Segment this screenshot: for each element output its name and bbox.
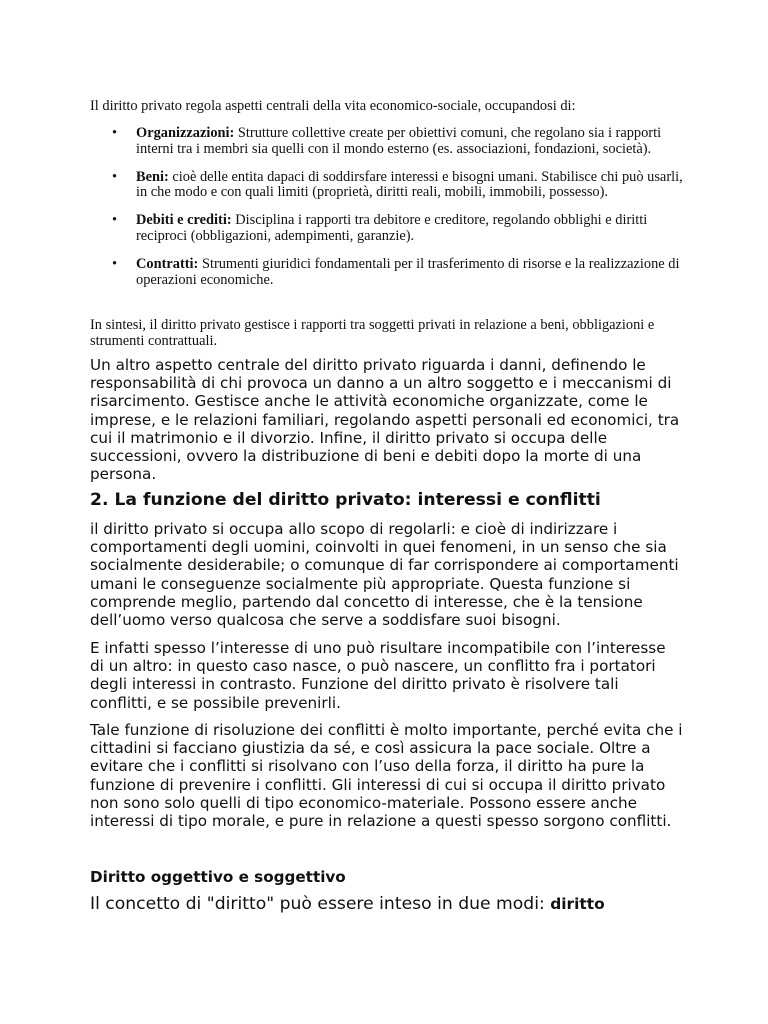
bullet-icon: •	[112, 168, 118, 185]
list-item-text: cioè delle entita dapaci di soddirsfare interessi e bisogni umani. Stabilisce chi può usarli, in che modo e con quali limiti (proprietà, diritti reali, mobili, immobili, possesso).	[136, 168, 683, 201]
list-item-term: Organizzazioni:	[136, 125, 235, 141]
concept-text-regular: Il concetto di "diritto" può essere inteso in due modi:	[90, 894, 551, 914]
subsection-heading: Diritto oggettivo e soggettivo	[90, 868, 346, 886]
topics-list	[90, 126, 690, 300]
paragraph-conflitto: E infatti spesso l’interesse di uno può risultare incompatibile con l’interesse di un altro: in questo caso nasce, o può nascere, un conflitto fra i portatori degli interessi in contrasto. Funzione del diritto privato è risolvere tali conflitti, e se possibile prevenirli.	[90, 639, 666, 712]
list-item	[90, 170, 690, 202]
paragraph-risoluzione: Tale funzione di risoluzione dei conflitti è molto importante, perché evita che i cittadini si facciano giustizia da sé, e così assicura la pace sociale. Oltre a evitare che i conflitti si risolvano con l’uso della forza, il diritto ha pure la funzione di prevenire i conflitti. Gli interessi di cui si occupa il diritto privato non sono solo quelli di tipo economico-materiale. Possono essere anche interessi di tipo morale, e pure in relazione a questi spesso sorgono conflitti.	[90, 721, 683, 831]
intro-text: Il diritto privato regola aspetti centrali della vita economico-sociale, occupandosi di:	[90, 98, 576, 114]
concept-text	[90, 893, 710, 915]
list-item-term: Beni:	[136, 168, 169, 185]
list-item	[90, 213, 690, 245]
list-item-term: Debiti e crediti:	[136, 212, 232, 229]
bullet-icon: •	[112, 255, 118, 272]
bullet-icon: •	[112, 212, 118, 229]
paragraph-funzione: il diritto privato si occupa allo scopo di regolarli: e cioè di indirizzare i comportamenti degli uomini, coinvolti in quei fenomeni, in un senso che sia socialmente desiderabile; o comunque di far corrispondere ai comportamenti umani le conseguenze socialmente più appropriate. Questa funzione si comprende meglio, partendo dal concetto di interesse, che è la tensione dell’uomo verso qualcosa che serve a soddisfare suoi bisogni.	[90, 520, 679, 630]
section-heading: 2. La funzione del diritto privato: interessi e conflitti	[90, 490, 601, 510]
list-item	[90, 257, 690, 289]
list-item-text: Disciplina i rapporti tra debitore e creditore, regolando obblighi e diritti reciproci (obbligazioni, adempimenti, garanzie).	[136, 212, 648, 244]
list-item-text: Strutture collettive create per obiettivi comuni, che regolano sia i rapporti interni tra i membri sia quelli con il mondo esterno (es. associazioni, fondazioni, società).	[136, 125, 662, 157]
list-item-text: Strumenti giuridici fondamentali per il trasferimento di risorse e la realizzazione di operazioni economiche.	[136, 255, 680, 288]
summary-text: In sintesi, il diritto privato gestisce i rapporti tra soggetti privati in relazione a beni, obbligazioni e strumenti contrattuali.	[90, 317, 655, 349]
concept-text-bold: diritto	[550, 895, 605, 913]
list-item	[90, 126, 690, 158]
paragraph-danni: Un altro aspetto centrale del diritto privato riguarda i danni, definendo le responsabilità di chi provoca un danno a un altro soggetto e i meccanismi di risarcimento. Gestisce anche le attività economiche organizzate, come le imprese, e le relazioni familiari, regolando aspetti personali ed economici, tra cui il matrimonio e il divorzio. Infine, il diritto privato si occupa delle successioni, ovvero la distribuzione di beni e debiti dopo la morte di una persona.	[90, 356, 680, 484]
bullet-icon: •	[112, 125, 118, 141]
list-item-term: Contratti:	[136, 255, 199, 272]
